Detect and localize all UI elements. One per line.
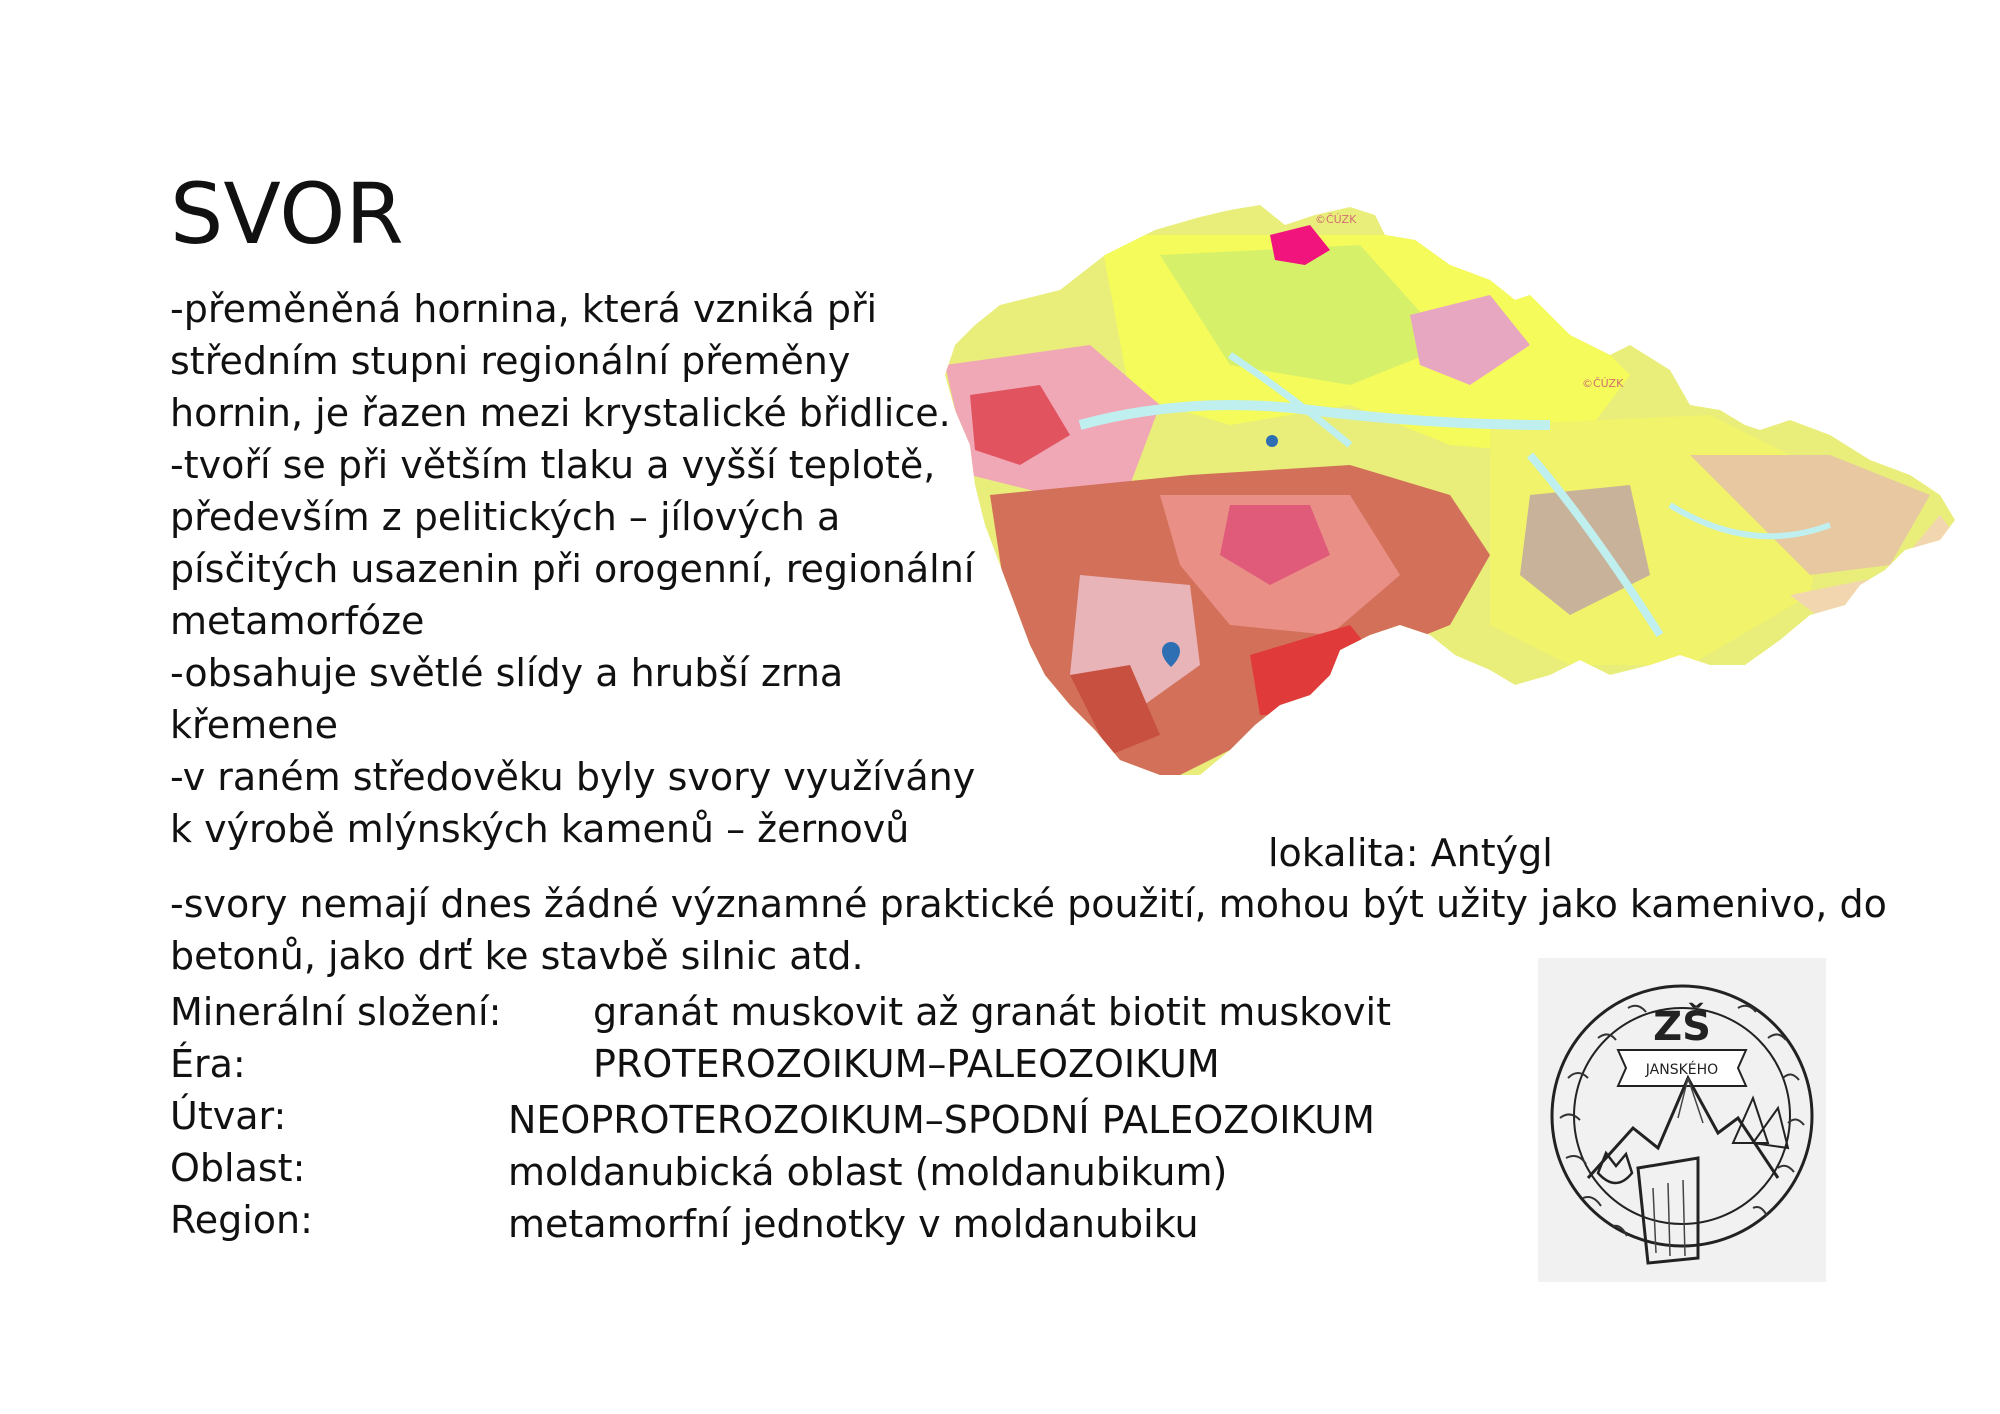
property-row-era [170,1038,1220,1090]
property-value: NEOPROTEROZOIKUM–SPODNÍ PALEOZOIKUM [508,1098,1375,1142]
property-label: Oblast: [170,1146,306,1190]
usage-line: betonů, jako drť ke stavbě silnic atd. [170,934,864,978]
property-label: Útvar: [170,1094,287,1138]
description-line: hornin, je řazen mezi krystalické břidlice. [170,391,951,435]
description-line: metamorfóze [170,599,425,643]
description-line: -obsahuje světlé slídy a hrubší zrna [170,651,844,695]
description-line: -tvoří se při větším tlaku a vyšší teplotě, [170,443,936,487]
map-watermark: ©ČÚZK [1315,213,1357,226]
property-value: granát muskovit až granát biotit muskovit [593,990,1391,1034]
description-line: především z pelitických – jílových a [170,495,841,539]
property-label: Minerální složení: [170,990,502,1034]
school-logo [1538,958,1826,1282]
property-value: PROTEROZOIKUM–PALEOZOIKUM [593,1042,1220,1086]
property-label: Region: [170,1198,313,1242]
usage-line: -svory nemají dnes žádné významné praktické použití, mohou být užity jako kamenivo, do [170,882,1887,926]
description-line: písčitých usazenin při orogenní, regionální [170,547,975,591]
page-title: SVOR [170,165,404,263]
property-value: metamorfní jednotky v moldanubiku [508,1202,1199,1246]
map-marker-dot [1266,435,1278,447]
description-line: -přeměněná hornina, která vzniká při [170,287,878,331]
geological-map [930,195,1960,785]
description-text [170,283,976,855]
logo-ribbon-text: JANSKÉHO [1645,1062,1719,1078]
map-watermark: ©ČÚZK [1582,377,1624,390]
property-label: Éra: [170,1042,246,1086]
description-line: středním stupni regionální přeměny [170,339,851,383]
property-row-area [170,1142,1228,1194]
description-line: křemene [170,703,339,747]
locality-label: lokalita: Antýgl [1268,831,1553,875]
description-line: -v raném středověku byly svory využívány [170,755,976,799]
description-line: k výrobě mlýnských kamenů – žernovů [170,807,910,851]
property-row-mineral [170,986,1391,1038]
property-row-region [170,1194,1199,1246]
property-row-formation [170,1090,1375,1142]
property-value: moldanubická oblast (moldanubikum) [508,1150,1228,1194]
logo-main-text: ZŠ [1653,1004,1711,1050]
